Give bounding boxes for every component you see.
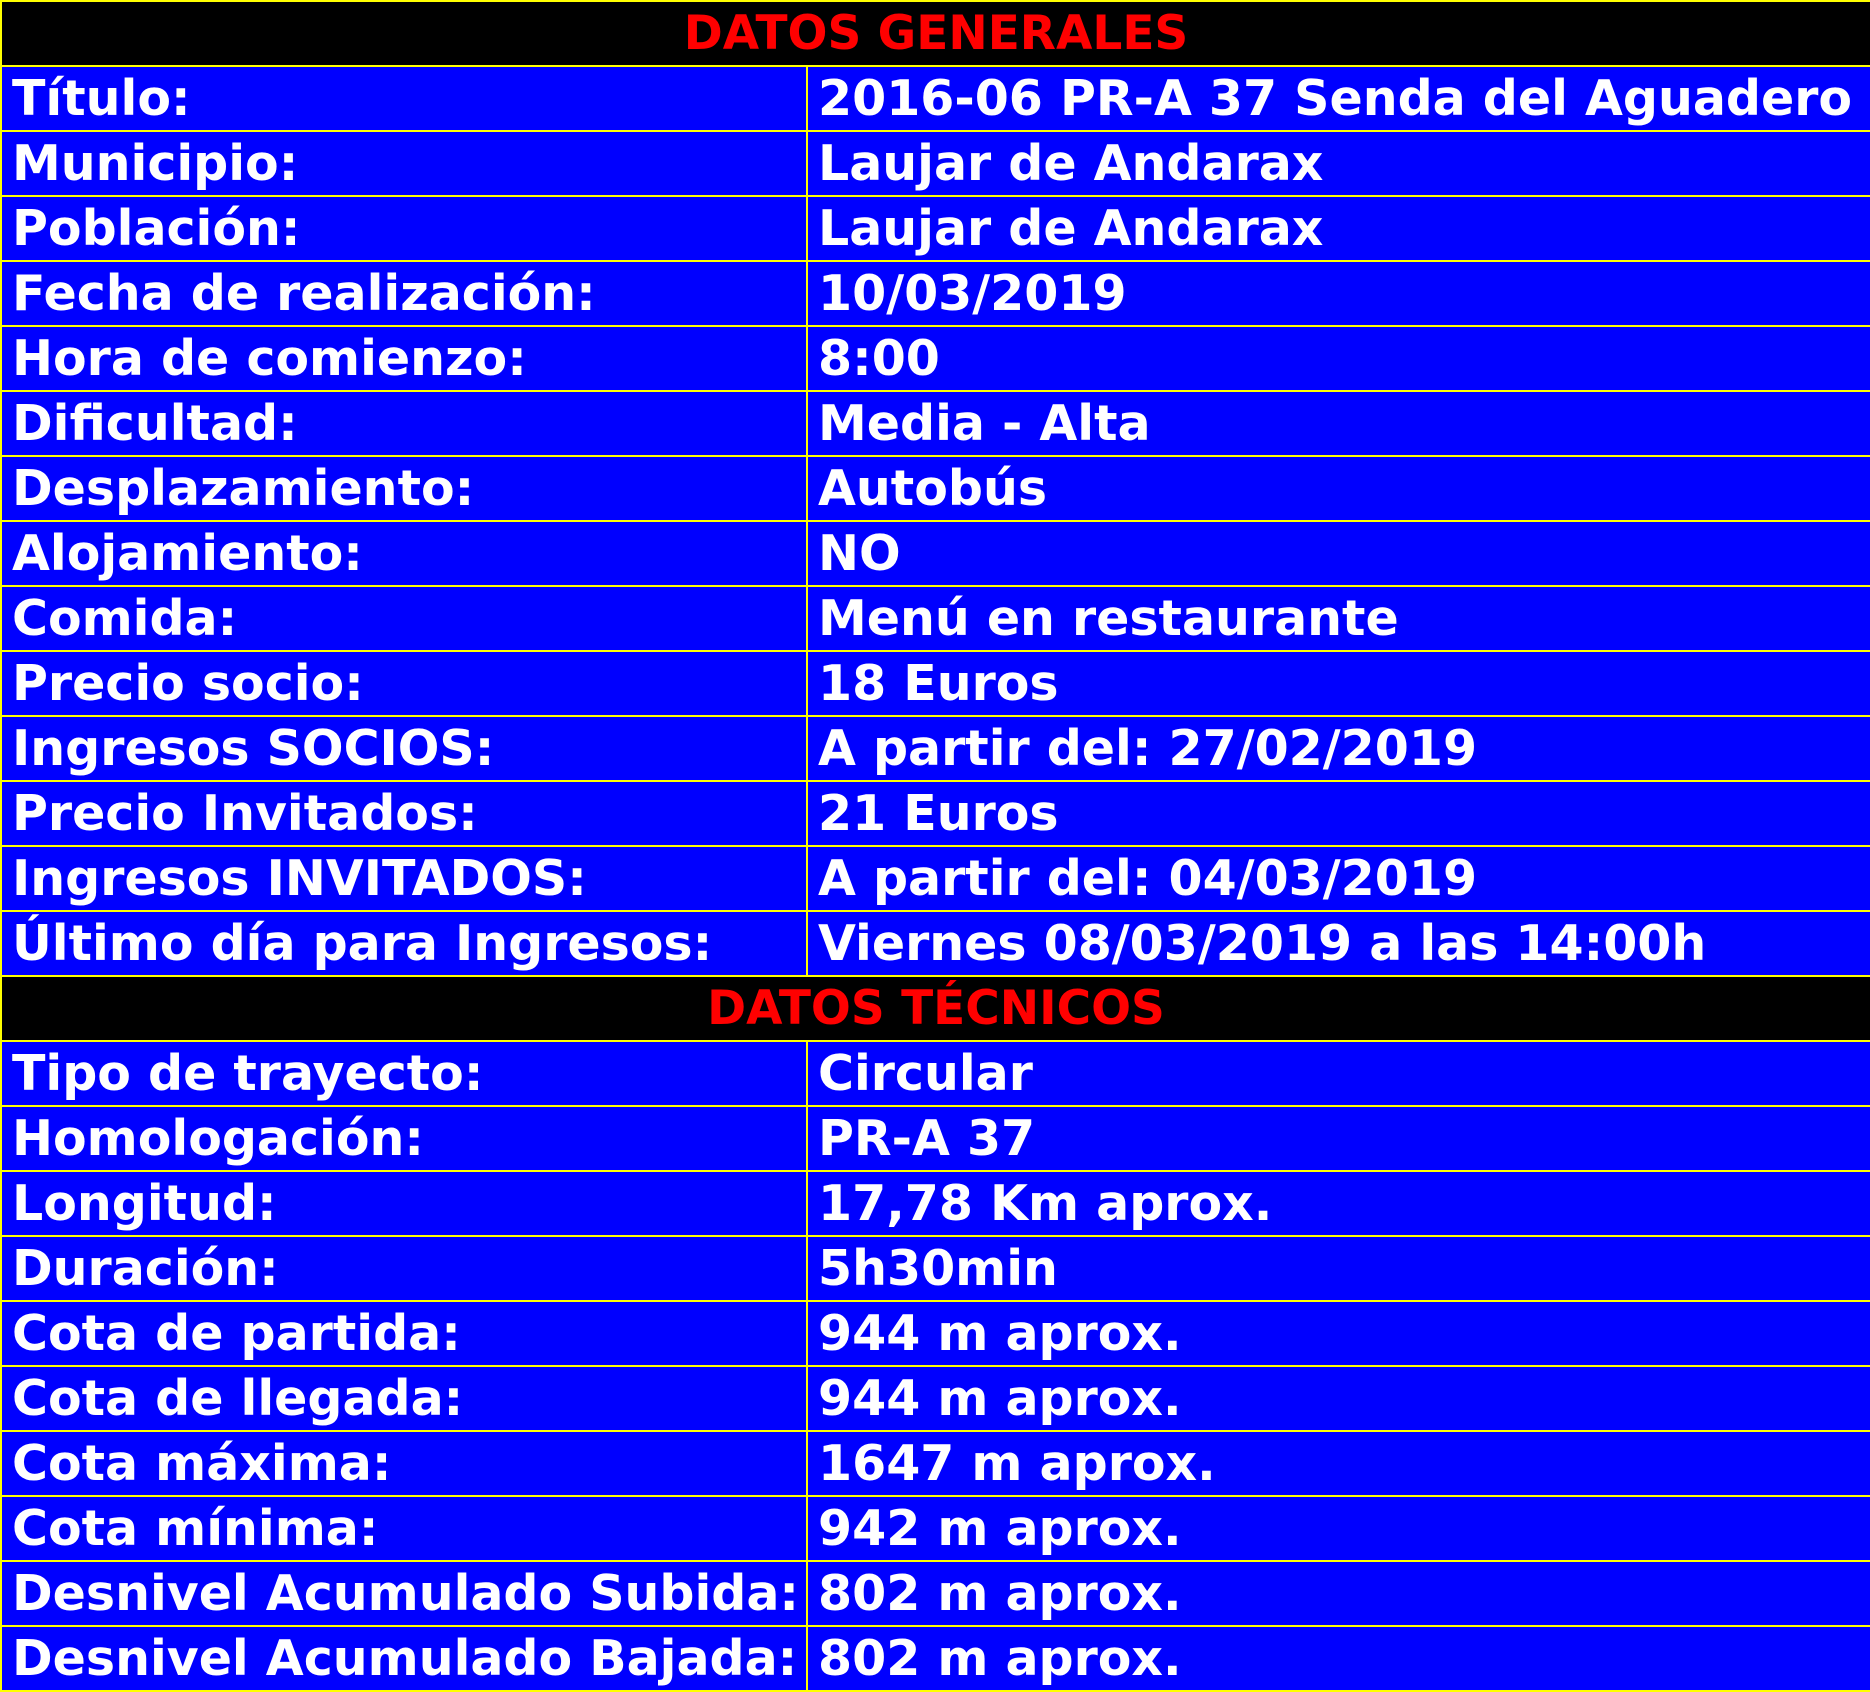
- row-value: 944 m aprox.: [807, 1366, 1870, 1431]
- section-title: DATOS GENERALES: [1, 1, 1870, 66]
- table-row: [1, 196, 1870, 261]
- row-value: NO: [807, 521, 1870, 586]
- row-label: Duración:: [1, 1236, 807, 1301]
- table-row: [1, 326, 1870, 391]
- row-label: Tipo de trayecto:: [1, 1041, 807, 1106]
- section-header-row: [1, 1, 1870, 66]
- row-value: 802 m aprox.: [807, 1626, 1870, 1691]
- row-value: 18 Euros: [807, 651, 1870, 716]
- row-value: A partir del: 27/02/2019: [807, 716, 1870, 781]
- row-value: 802 m aprox.: [807, 1561, 1870, 1626]
- row-label: Municipio:: [1, 131, 807, 196]
- table-row: [1, 1106, 1870, 1171]
- row-label: Precio Invitados:: [1, 781, 807, 846]
- row-label: Ingresos SOCIOS:: [1, 716, 807, 781]
- table-row: [1, 716, 1870, 781]
- row-value: 10/03/2019: [807, 261, 1870, 326]
- table-row: [1, 1041, 1870, 1106]
- table-row: [1, 781, 1870, 846]
- row-value: Media - Alta: [807, 391, 1870, 456]
- table-row: [1, 521, 1870, 586]
- table-row: [1, 1236, 1870, 1301]
- row-value: 942 m aprox.: [807, 1496, 1870, 1561]
- row-value: A partir del: 04/03/2019: [807, 846, 1870, 911]
- table-row: [1, 131, 1870, 196]
- table-row: [1, 1496, 1870, 1561]
- row-label: Ingresos INVITADOS:: [1, 846, 807, 911]
- row-label: Título:: [1, 66, 807, 131]
- row-label: Desnivel Acumulado Subida:: [1, 1561, 807, 1626]
- row-label: Cota máxima:: [1, 1431, 807, 1496]
- row-label: Homologación:: [1, 1106, 807, 1171]
- row-value: Viernes 08/03/2019 a las 14:00h: [807, 911, 1870, 976]
- row-label: Precio socio:: [1, 651, 807, 716]
- section-header-row: [1, 976, 1870, 1041]
- table-row: [1, 1561, 1870, 1626]
- row-value: Menú en restaurante: [807, 586, 1870, 651]
- row-label: Hora de comienzo:: [1, 326, 807, 391]
- row-label: Cota de partida:: [1, 1301, 807, 1366]
- table-row: [1, 586, 1870, 651]
- row-label: Comida:: [1, 586, 807, 651]
- row-label: Desplazamiento:: [1, 456, 807, 521]
- row-label: Cota mínima:: [1, 1496, 807, 1561]
- row-value: Circular: [807, 1041, 1870, 1106]
- table-row: [1, 1626, 1870, 1691]
- row-label: Alojamiento:: [1, 521, 807, 586]
- row-value: 8:00: [807, 326, 1870, 391]
- row-value: 1647 m aprox.: [807, 1431, 1870, 1496]
- table-row: [1, 66, 1870, 131]
- table-row: [1, 1301, 1870, 1366]
- section-title: DATOS TÉCNICOS: [1, 976, 1870, 1041]
- row-label: Dificultad:: [1, 391, 807, 456]
- table-row: [1, 1366, 1870, 1431]
- table-row: [1, 391, 1870, 456]
- table-row: [1, 1431, 1870, 1496]
- table-row: [1, 846, 1870, 911]
- info-table-body: [1, 1, 1870, 1691]
- table-row: [1, 911, 1870, 976]
- row-label: Desnivel Acumulado Bajada:: [1, 1626, 807, 1691]
- row-value: 21 Euros: [807, 781, 1870, 846]
- table-row: [1, 261, 1870, 326]
- row-label: Población:: [1, 196, 807, 261]
- row-label: Cota de llegada:: [1, 1366, 807, 1431]
- row-value: Laujar de Andarax: [807, 131, 1870, 196]
- row-value: Autobús: [807, 456, 1870, 521]
- row-label: Longitud:: [1, 1171, 807, 1236]
- row-value: 2016-06 PR-A 37 Senda del Aguadero: [807, 66, 1870, 131]
- row-label: Fecha de realización:: [1, 261, 807, 326]
- row-label: Último día para Ingresos:: [1, 911, 807, 976]
- row-value: PR-A 37: [807, 1106, 1870, 1171]
- table-row: [1, 1171, 1870, 1236]
- table-row: [1, 456, 1870, 521]
- row-value: Laujar de Andarax: [807, 196, 1870, 261]
- row-value: 944 m aprox.: [807, 1301, 1870, 1366]
- table-row: [1, 651, 1870, 716]
- row-value: 17,78 Km aprox.: [807, 1171, 1870, 1236]
- row-value: 5h30min: [807, 1236, 1870, 1301]
